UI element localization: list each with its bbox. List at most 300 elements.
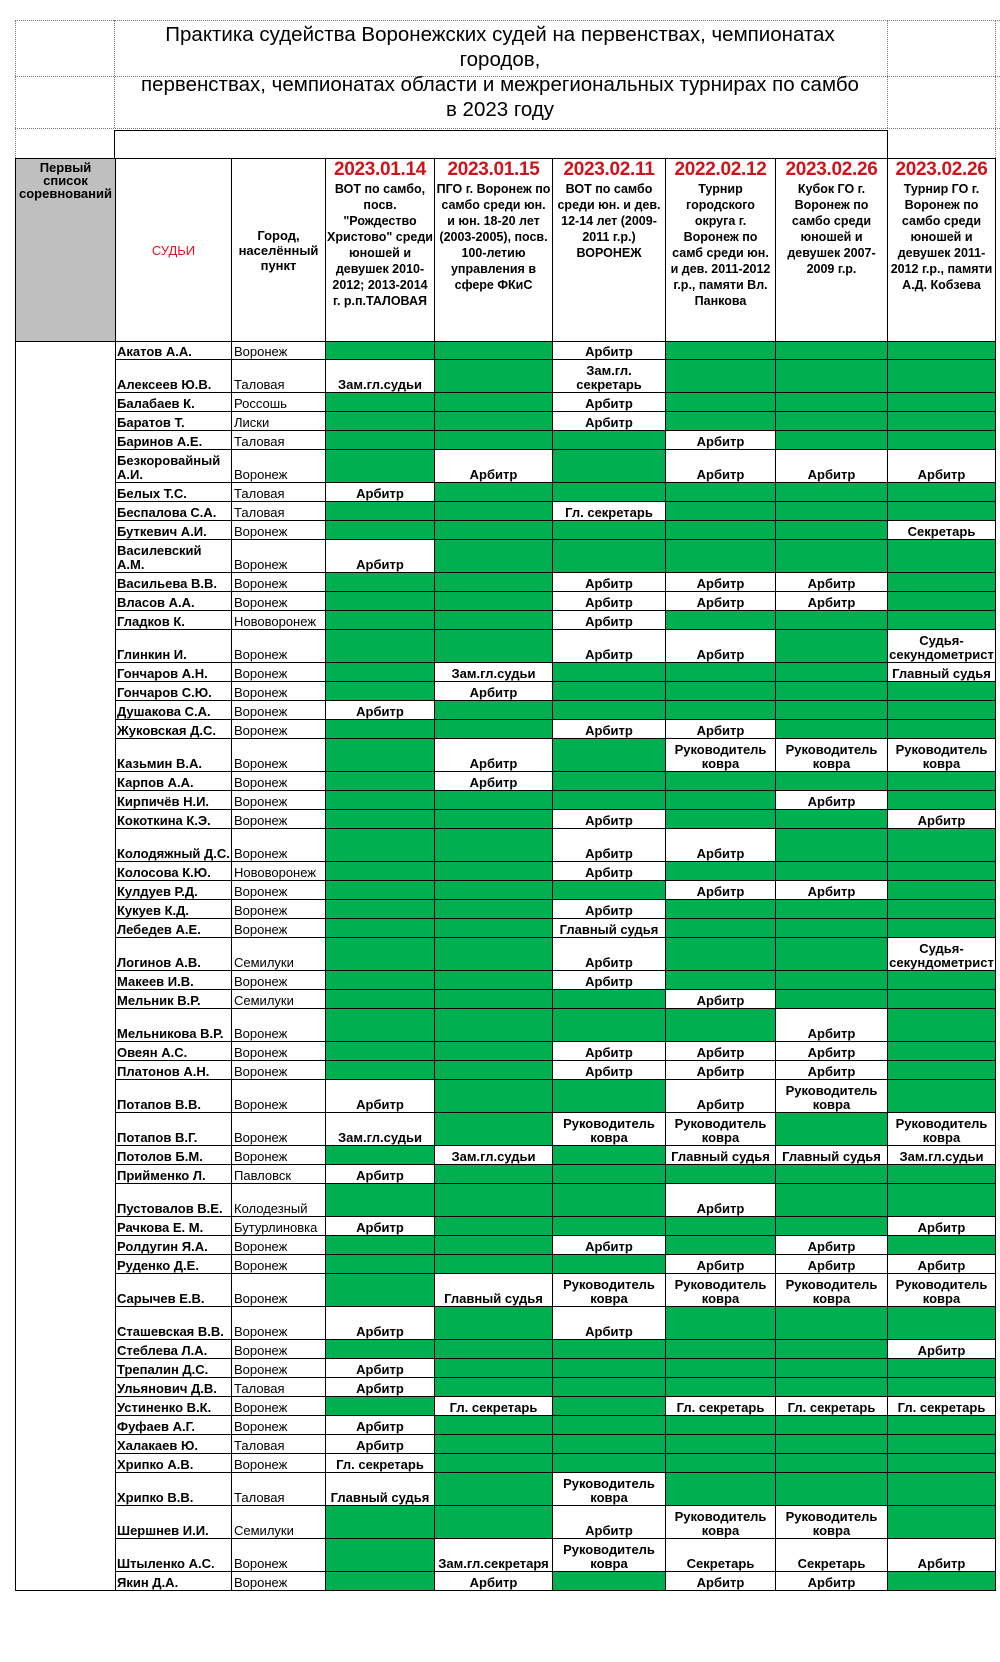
judge-name: Стеблева Л.А. <box>116 1340 232 1359</box>
role-cell: Руководитель ковра <box>776 1080 888 1113</box>
role-cell: Арбитр <box>666 881 776 900</box>
role-cell: Арбитр <box>326 701 435 720</box>
role-cell: Руководитель ковра <box>666 1113 776 1146</box>
judge-name: Халакаев Ю. <box>116 1435 232 1454</box>
table-row <box>16 701 996 720</box>
judge-city: Воронеж <box>232 663 326 682</box>
judge-name: Логинов А.В. <box>116 938 232 971</box>
role-cell: Арбитр <box>435 772 553 791</box>
role-cell: Арбитр <box>553 1506 666 1539</box>
empty-cell <box>553 791 666 810</box>
empty-cell <box>666 360 776 393</box>
role-cell: Арбитр <box>888 1255 996 1274</box>
empty-cell <box>666 919 776 938</box>
empty-cell <box>553 1184 666 1217</box>
competition-header <box>553 159 666 342</box>
role-cell: Арбитр <box>326 1378 435 1397</box>
table-row <box>16 663 996 682</box>
role-cell: Арбитр <box>553 938 666 971</box>
judge-name: Шершнев И.И. <box>116 1506 232 1539</box>
empty-cell <box>326 412 435 431</box>
role-cell: Арбитр <box>666 592 776 611</box>
role-cell: Судья-секундометрист <box>888 938 996 971</box>
empty-cell <box>776 521 888 540</box>
judge-city: Воронеж <box>232 1080 326 1113</box>
empty-cell <box>326 1340 435 1359</box>
role-cell: Арбитр <box>553 810 666 829</box>
empty-cell <box>326 1184 435 1217</box>
role-cell: Секретарь <box>666 1539 776 1572</box>
judge-city: Воронеж <box>232 521 326 540</box>
judge-city: Воронеж <box>232 701 326 720</box>
empty-cell <box>888 1506 996 1539</box>
empty-cell <box>435 431 553 450</box>
judge-city: Воронеж <box>232 450 326 483</box>
table-row <box>16 1506 996 1539</box>
judge-name: Кукуев К.Д. <box>116 900 232 919</box>
role-cell: Главный судья <box>666 1146 776 1165</box>
role-cell: Арбитр <box>553 829 666 862</box>
empty-cell <box>326 1236 435 1255</box>
competition-date: 2023.02.26 <box>895 159 988 180</box>
role-cell: Арбитр <box>553 971 666 990</box>
judge-name: Душакова С.А. <box>116 701 232 720</box>
empty-cell <box>326 1255 435 1274</box>
role-cell: Арбитр <box>326 1359 435 1378</box>
competition-header <box>435 159 553 342</box>
judge-name: Ульянович Д.В. <box>116 1378 232 1397</box>
empty-cell <box>666 663 776 682</box>
empty-cell <box>326 772 435 791</box>
judge-name: Карпов А.А. <box>116 772 232 791</box>
table-row <box>16 483 996 502</box>
empty-cell <box>326 1146 435 1165</box>
empty-cell <box>888 1473 996 1506</box>
table-row <box>16 393 996 412</box>
judge-city: Воронеж <box>232 1236 326 1255</box>
role-cell: Арбитр <box>666 1572 776 1591</box>
judge-city: Воронеж <box>232 573 326 592</box>
empty-cell <box>888 573 996 592</box>
judge-city: Таловая <box>232 502 326 521</box>
judge-city: Воронеж <box>232 1042 326 1061</box>
empty-cell <box>435 1506 553 1539</box>
empty-cell <box>435 360 553 393</box>
empty-cell <box>435 1416 553 1435</box>
empty-cell <box>776 1184 888 1217</box>
empty-cell <box>326 990 435 1009</box>
judge-name: Якин Д.А. <box>116 1572 232 1591</box>
empty-cell <box>326 900 435 919</box>
competition-header <box>776 159 888 342</box>
judge-name: Баринов А.Е. <box>116 431 232 450</box>
empty-cell <box>888 483 996 502</box>
table-row <box>16 592 996 611</box>
empty-cell <box>435 791 553 810</box>
role-cell: Судья-секундометрист <box>888 630 996 663</box>
empty-cell <box>666 701 776 720</box>
empty-cell <box>888 900 996 919</box>
judge-city: Воронеж <box>232 900 326 919</box>
empty-cell <box>553 739 666 772</box>
grid-line <box>15 20 16 158</box>
table-row <box>16 720 996 739</box>
table-row <box>16 1236 996 1255</box>
role-cell: Арбитр <box>666 450 776 483</box>
empty-cell <box>326 829 435 862</box>
empty-cell <box>666 1435 776 1454</box>
empty-cell <box>666 1165 776 1184</box>
table-row <box>16 829 996 862</box>
empty-cell <box>553 450 666 483</box>
empty-cell <box>326 611 435 630</box>
empty-cell <box>888 431 996 450</box>
empty-cell <box>326 862 435 881</box>
empty-cell <box>666 1359 776 1378</box>
empty-cell <box>553 1416 666 1435</box>
empty-cell <box>888 1307 996 1340</box>
judge-name: Акатов А.А. <box>116 342 232 360</box>
empty-cell <box>553 431 666 450</box>
role-cell: Гл. секретарь <box>888 1397 996 1416</box>
empty-cell <box>435 1061 553 1080</box>
role-cell: Гл. секретарь <box>326 1454 435 1473</box>
empty-cell <box>553 1009 666 1042</box>
judge-city: Таловая <box>232 483 326 502</box>
empty-cell <box>888 881 996 900</box>
role-cell: Арбитр <box>666 431 776 450</box>
empty-cell <box>326 1274 435 1307</box>
empty-cell <box>888 772 996 791</box>
empty-cell <box>435 1255 553 1274</box>
judge-name: Колосова К.Ю. <box>116 862 232 881</box>
empty-cell <box>553 1080 666 1113</box>
role-cell: Арбитр <box>553 592 666 611</box>
empty-cell <box>888 919 996 938</box>
empty-cell <box>435 900 553 919</box>
judge-name: Алексеев Ю.В. <box>116 360 232 393</box>
judge-city: Воронеж <box>232 739 326 772</box>
role-cell: Арбитр <box>776 592 888 611</box>
role-cell: Руководитель ковра <box>888 739 996 772</box>
title-line: первенствах, чемпионатах области и межрегиональных турнирах по самбо <box>141 73 859 96</box>
empty-cell <box>666 540 776 573</box>
empty-cell <box>435 829 553 862</box>
page-title <box>115 22 885 122</box>
empty-cell <box>888 540 996 573</box>
judge-name: Овеян А.С. <box>116 1042 232 1061</box>
empty-cell <box>553 540 666 573</box>
judge-city: Павловск <box>232 1165 326 1184</box>
role-cell: Руководитель ковра <box>888 1274 996 1307</box>
role-cell: Арбитр <box>666 1080 776 1113</box>
empty-cell <box>776 1416 888 1435</box>
judge-city: Бутурлиновка <box>232 1217 326 1236</box>
table-row <box>16 791 996 810</box>
role-cell: Арбитр <box>326 540 435 573</box>
role-cell: Арбитр <box>666 1042 776 1061</box>
empty-cell <box>326 1042 435 1061</box>
empty-cell <box>776 1113 888 1146</box>
judge-name: Кулдуев Р.Д. <box>116 881 232 900</box>
judge-city: Таловая <box>232 1435 326 1454</box>
judge-city: Воронеж <box>232 1416 326 1435</box>
competition-date: 2023.02.26 <box>785 159 878 180</box>
judge-city: Воронеж <box>232 791 326 810</box>
judge-name: Василевский А.М. <box>116 540 232 573</box>
judge-name: Мельник В.Р. <box>116 990 232 1009</box>
judge-city: Воронеж <box>232 1113 326 1146</box>
empty-cell <box>776 360 888 393</box>
empty-cell <box>553 1454 666 1473</box>
empty-cell <box>435 611 553 630</box>
empty-cell <box>888 990 996 1009</box>
role-cell: Зам.гл.судьи <box>435 663 553 682</box>
role-cell: Руководитель ковра <box>888 1113 996 1146</box>
empty-cell <box>776 1217 888 1236</box>
empty-cell <box>666 483 776 502</box>
empty-cell <box>326 739 435 772</box>
empty-cell <box>326 663 435 682</box>
empty-cell <box>888 682 996 701</box>
judge-city: Нововоронеж <box>232 862 326 881</box>
table-header <box>16 159 996 342</box>
empty-cell <box>435 1080 553 1113</box>
judge-name: Потолов Б.М. <box>116 1146 232 1165</box>
empty-cell <box>776 682 888 701</box>
competition-name: Турнир городского округа г. Воронеж по самб среди юн. и дев. 2011-2012 г.р., памяти Вл. Панкова <box>670 182 771 308</box>
role-cell: Арбитр <box>776 450 888 483</box>
empty-cell <box>553 1435 666 1454</box>
judge-name: Фуфаев А.Г. <box>116 1416 232 1435</box>
role-cell: Арбитр <box>776 881 888 900</box>
table-row <box>16 1435 996 1454</box>
table-row <box>16 772 996 791</box>
empty-cell <box>888 502 996 521</box>
judges-header: СУДЬИ <box>116 159 232 342</box>
role-cell: Арбитр <box>888 450 996 483</box>
grid-line <box>114 130 887 131</box>
empty-cell <box>435 1359 553 1378</box>
judge-name: Хрипко В.В. <box>116 1473 232 1506</box>
empty-cell <box>776 1454 888 1473</box>
judge-name: Жуковская Д.С. <box>116 720 232 739</box>
empty-cell <box>435 810 553 829</box>
empty-cell <box>553 772 666 791</box>
grid-line <box>114 130 115 158</box>
empty-cell <box>776 990 888 1009</box>
empty-cell <box>553 1359 666 1378</box>
empty-cell <box>888 1165 996 1184</box>
judge-name: Макеев И.В. <box>116 971 232 990</box>
role-cell: Зам.гл.судьи <box>326 1113 435 1146</box>
table-row <box>16 450 996 483</box>
empty-cell <box>888 611 996 630</box>
judge-name: Руденко Д.Е. <box>116 1255 232 1274</box>
empty-cell <box>435 1184 553 1217</box>
judge-city: Таловая <box>232 360 326 393</box>
empty-cell <box>435 1435 553 1454</box>
empty-cell <box>666 1009 776 1042</box>
role-cell: Руководитель ковра <box>553 1539 666 1572</box>
empty-cell <box>776 1435 888 1454</box>
empty-cell <box>776 342 888 360</box>
role-cell: Зам.гл. секретарь <box>553 360 666 393</box>
table-row <box>16 990 996 1009</box>
table-row <box>16 1009 996 1042</box>
empty-cell <box>326 1061 435 1080</box>
table-row <box>16 521 996 540</box>
role-cell: Арбитр <box>776 1255 888 1274</box>
empty-cell <box>666 1236 776 1255</box>
competition-name: Кубок ГО г. Воронеж по самбо среди юношей и девушек 2007-2009 г.р. <box>787 182 876 276</box>
empty-cell <box>888 829 996 862</box>
empty-cell <box>776 1359 888 1378</box>
empty-cell <box>435 1009 553 1042</box>
empty-cell <box>435 412 553 431</box>
empty-cell <box>666 1473 776 1506</box>
role-cell: Руководитель ковра <box>666 1274 776 1307</box>
table-row <box>16 611 996 630</box>
empty-cell <box>776 1307 888 1340</box>
empty-cell <box>435 881 553 900</box>
role-cell: Арбитр <box>776 1572 888 1591</box>
judge-name: Рачкова Е. М. <box>116 1217 232 1236</box>
empty-cell <box>888 1435 996 1454</box>
judge-name: Глинкин И. <box>116 630 232 663</box>
table-row <box>16 1113 996 1146</box>
table-row <box>16 1307 996 1340</box>
empty-cell <box>326 342 435 360</box>
judge-city: Воронеж <box>232 592 326 611</box>
competition-date: 2023.01.14 <box>333 159 427 180</box>
role-cell: Арбитр <box>888 810 996 829</box>
judge-city: Воронеж <box>232 1539 326 1572</box>
title-line: Практика судейства Воронежских судей на первенствах, чемпионатах <box>165 23 835 46</box>
empty-cell <box>326 1539 435 1572</box>
empty-cell <box>435 1340 553 1359</box>
empty-cell <box>553 701 666 720</box>
judge-city: Воронеж <box>232 971 326 990</box>
role-cell: Руководитель ковра <box>553 1113 666 1146</box>
empty-cell <box>888 393 996 412</box>
competition-header <box>326 159 435 342</box>
role-cell: Арбитр <box>553 900 666 919</box>
judge-name: Хрипко А.В. <box>116 1454 232 1473</box>
empty-cell <box>553 1397 666 1416</box>
empty-cell <box>326 592 435 611</box>
role-cell: Арбитр <box>553 1307 666 1340</box>
empty-cell <box>776 701 888 720</box>
role-cell: Арбитр <box>666 630 776 663</box>
judge-city: Воронеж <box>232 772 326 791</box>
empty-cell <box>326 630 435 663</box>
role-cell: Арбитр <box>326 1165 435 1184</box>
empty-cell <box>553 881 666 900</box>
empty-cell <box>776 1165 888 1184</box>
empty-cell <box>326 1572 435 1591</box>
empty-cell <box>888 720 996 739</box>
empty-cell <box>776 611 888 630</box>
empty-cell <box>888 1009 996 1042</box>
judges-table <box>15 158 996 1591</box>
empty-cell <box>326 1506 435 1539</box>
judge-city: Семилуки <box>232 990 326 1009</box>
judge-city: Воронеж <box>232 1454 326 1473</box>
role-cell: Арбитр <box>776 1236 888 1255</box>
judge-name: Гончаров А.Н. <box>116 663 232 682</box>
empty-cell <box>326 1397 435 1416</box>
empty-cell <box>435 1165 553 1184</box>
table-row <box>16 1454 996 1473</box>
empty-cell <box>435 573 553 592</box>
role-cell: Руководитель ковра <box>666 739 776 772</box>
judge-name: Устиненко В.К. <box>116 1397 232 1416</box>
grid-line <box>995 20 996 158</box>
role-cell: Руководитель ковра <box>776 1506 888 1539</box>
empty-cell <box>888 791 996 810</box>
competition-name: ПГО г. Воронеж по самбо среди юн. и юн. 18-20 лет (2003-2005), посв. 100-летию управления в сфере ФКиС <box>436 182 551 292</box>
first-list-column <box>16 342 116 1591</box>
empty-cell <box>666 1340 776 1359</box>
table-row <box>16 342 996 360</box>
empty-cell <box>435 1307 553 1340</box>
table-row <box>16 1416 996 1435</box>
empty-cell <box>435 971 553 990</box>
table-row <box>16 900 996 919</box>
role-cell: Арбитр <box>888 1217 996 1236</box>
empty-cell <box>326 573 435 592</box>
role-cell: Арбитр <box>553 630 666 663</box>
role-cell: Арбитр <box>666 573 776 592</box>
judge-name: Колодяжный Д.С. <box>116 829 232 862</box>
empty-cell <box>435 592 553 611</box>
first-list-header: Первый список соревнований <box>16 159 116 342</box>
table-row <box>16 881 996 900</box>
empty-cell <box>666 412 776 431</box>
role-cell: Арбитр <box>888 1539 996 1572</box>
role-cell: Зам.гл.судьи <box>888 1146 996 1165</box>
empty-cell <box>553 1217 666 1236</box>
table-row <box>16 431 996 450</box>
empty-cell <box>435 521 553 540</box>
judge-city: Воронеж <box>232 720 326 739</box>
empty-cell <box>326 919 435 938</box>
role-cell: Зам.гл.секретаря <box>435 1539 553 1572</box>
judge-city: Воронеж <box>232 810 326 829</box>
empty-cell <box>666 971 776 990</box>
title-line: городов, <box>459 48 541 71</box>
empty-cell <box>666 900 776 919</box>
empty-cell <box>776 772 888 791</box>
empty-cell <box>326 521 435 540</box>
empty-cell <box>888 1184 996 1217</box>
empty-cell <box>666 772 776 791</box>
judge-name: Сарычев Е.В. <box>116 1274 232 1307</box>
judge-name: Васильева В.В. <box>116 573 232 592</box>
competition-name: Турнир ГО г. Воронеж по самбо среди юношей и девушек 2011-2012 г.р., памяти А.Д. Кобзева <box>890 182 993 292</box>
table-row <box>16 1217 996 1236</box>
judge-city: Воронеж <box>232 1359 326 1378</box>
judge-rows <box>16 342 996 1591</box>
judge-city: Семилуки <box>232 1506 326 1539</box>
role-cell: Арбитр <box>776 1061 888 1080</box>
judge-city: Воронеж <box>232 1274 326 1307</box>
judge-city: Воронеж <box>232 1340 326 1359</box>
role-cell: Арбитр <box>776 1009 888 1042</box>
table-row <box>16 862 996 881</box>
competition-header <box>888 159 996 342</box>
